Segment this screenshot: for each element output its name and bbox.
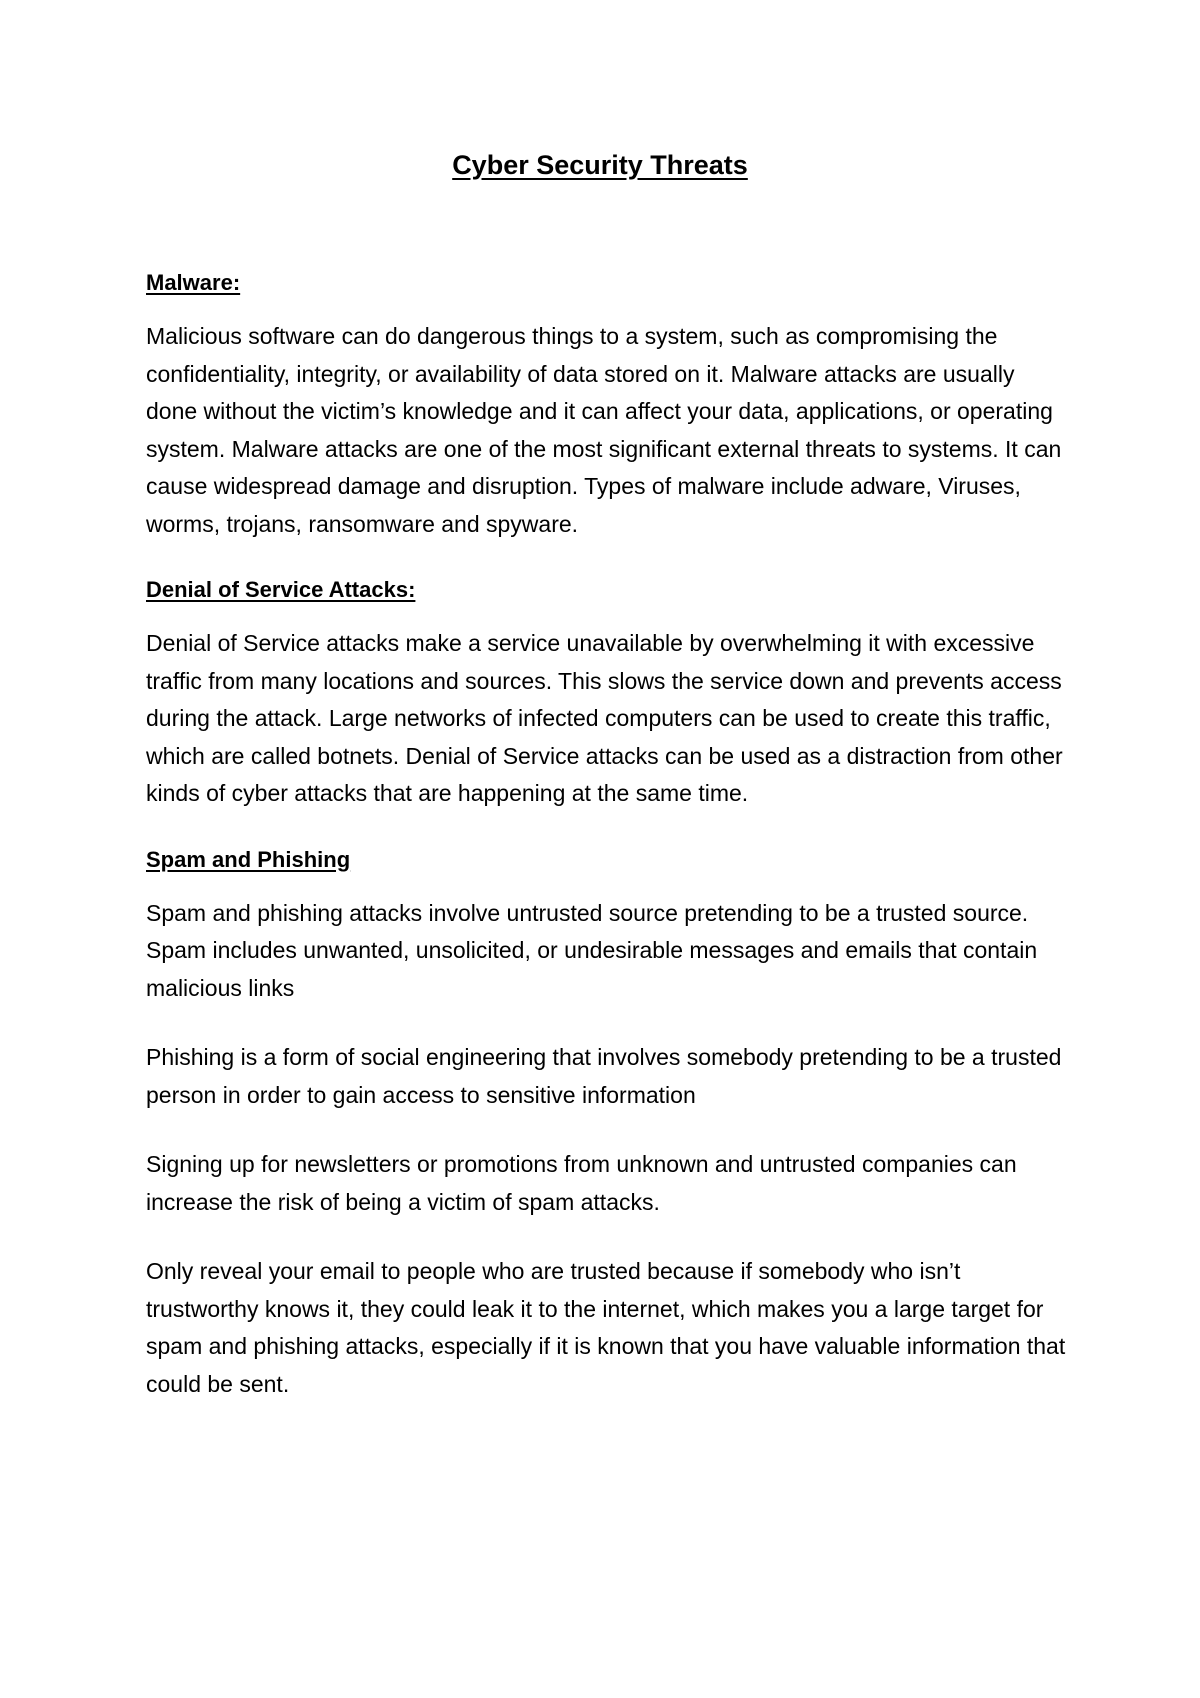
section-heading: Malware: [146,270,241,295]
section-denial-of-service [146,575,1066,813]
section-malware [146,268,1066,543]
page-title: Cyber Security Threats [452,150,748,180]
document-body [146,268,1066,1435]
section-paragraph: Spam and phishing attacks involve untrusted source pretending to be a trusted source. Spam includes unwanted, unsolicited, or undesirable messages and emails that contain malicious links [146,899,1038,1001]
paragraph-gap [146,1114,1066,1146]
section-paragraph: Only reveal your email to people who are trusted because if somebody who isn’t trustworthy knows it, they could leak it to the internet, which makes you a large target for spam and phishing attacks, especially if it is known that you have valuable information that could be sent. [146,1258,1066,1397]
paragraph-gap [146,1007,1066,1039]
paragraph-gap [146,1221,1066,1253]
section-paragraph: Phishing is a form of social engineering that involves somebody pretending to be a trusted person in order to gain access to sensitive information [146,1044,1062,1108]
section-heading: Spam and Phishing [146,846,351,872]
section-paragraph: Denial of Service attacks make a service unavailable by overwhelming it with excessive traffic from many locations and sources. This slows the service down and prevents access during the attack. Large networks of infected computers can be used to create this traffic, which are called botnets. Denial of Service attacks can be used as a distraction from other kinds of cyber attacks that are happening at the same time. [146,630,1063,806]
section-heading: Denial of Service Attacks: [146,577,416,602]
section-paragraph: Malicious software can do dangerous things to a system, such as compromising the confidentiality, integrity, or availability of data stored on it. Malware attacks are usually done without the victim’s knowledge and it can affect your data, applications, or operating system. Malware attacks are one of the most significant external threats to systems. It can cause widespread damage and disruption. Types of malware include adware, Viruses, worms, trojans, ransomware and spyware. [146,323,1062,537]
section-spam-and-phishing [146,845,1066,1404]
section-paragraph: Signing up for newsletters or promotions from unknown and untrusted companies can increase the risk of being a victim of spam attacks. [146,1151,1017,1215]
